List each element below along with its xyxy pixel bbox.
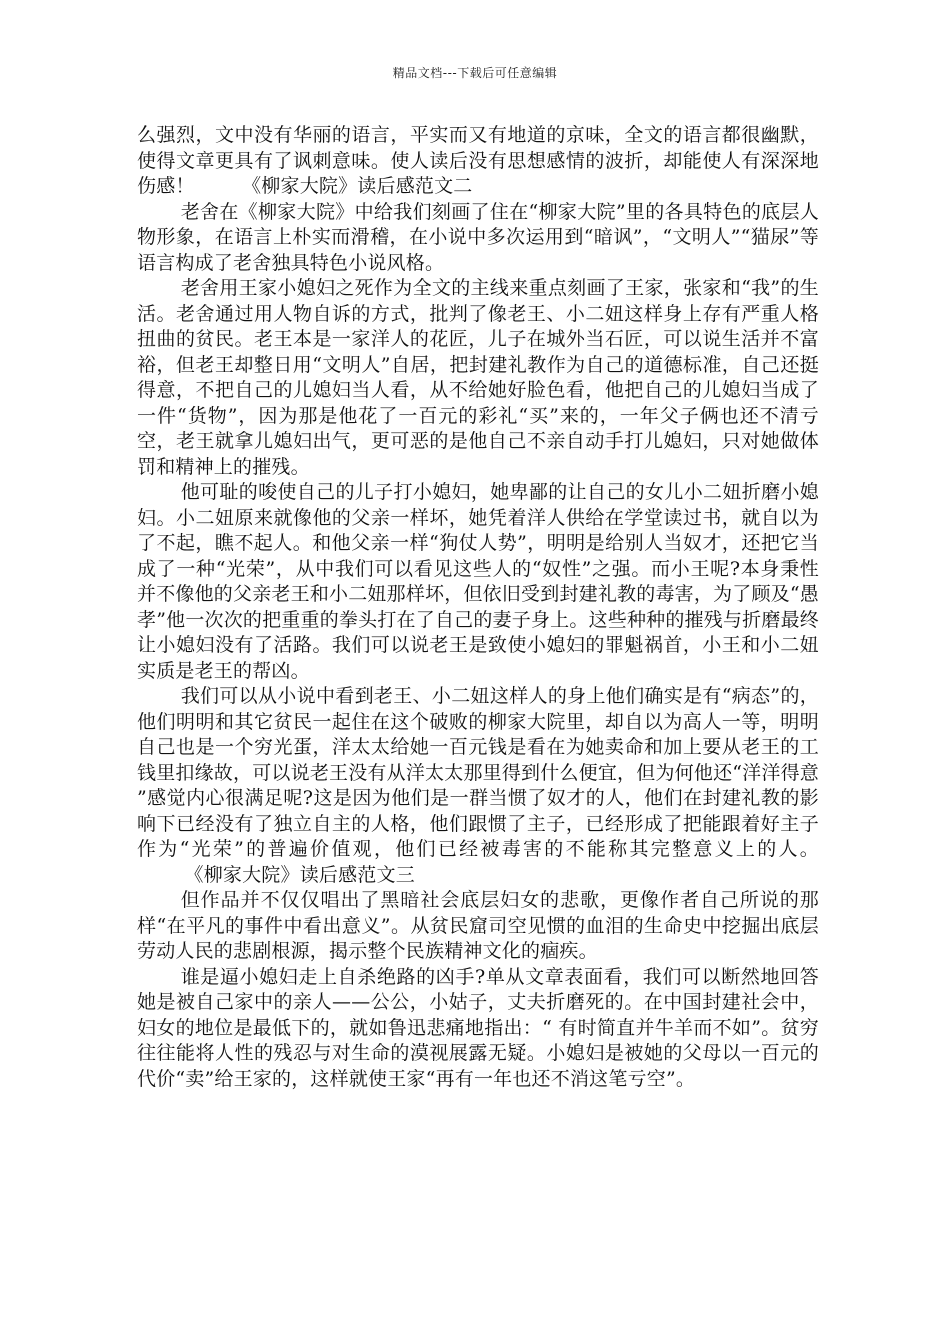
- paragraph-1-text: 么强烈，文中没有华丽的语言，平实而又有地道的京味，全文的语言都很幽默，使得文章更具有了讽刺意味。使人读后没有思想感情的波折，却能使人有深深地伤感！: [137, 124, 819, 197]
- document-body: [137, 123, 819, 1092]
- page-header: 精品文档---下载后可任意编辑: [392, 66, 558, 80]
- section-title-2: 《柳家大院》读后感范文二: [242, 175, 473, 197]
- paragraph-7: 谁是逼小媳妇走上自杀绝路的凶手?单从文章表面看，我们可以断然地回答她是被自己家中的亲人——公公，小姑子，丈夫折磨死的。在中国封建社会中， 妇女的地位是最低下的，就如鲁迅悲痛地指出：“ 有时简直并牛羊而不如”。贫穷往往能将人性的残忍与对生命的漠视展露无疑。小媳妇是被她的父母以一百元的代价“卖”给王家的，这样就使王家“再有一年也还不消这笔亏空”。: [137, 965, 819, 1090]
- paragraph-5: [137, 684, 819, 888]
- paragraph-3: 老舍用王家小媳妇之死作为全文的主线来重点刻画了王家，张家和“我”的生活。老舍通过用人物自诉的方式，批判了像老王、小二妞这样身上存有严重人格扭曲的贫民。老王本是一家洋人的花匠，儿子在城外当石匠，可以说生活并不富裕，但老王却整日用“文明人”自居，把封建礼教作为自己的道德标准，自己还挺得意，不把自己的儿媳妇当人看，从不给她好脸色看，他把自己的儿媳妇当成了一件“货物”，因为那是他花了一百元的彩礼“买”来的，一年父子俩也还不清亏空，老王就拿儿媳妇出气，更可恶的是他自己不亲自动手打儿媳妇，只对她做体罚和精神上的摧残。: [137, 277, 819, 478]
- section-title-3: 《柳家大院》读后感范文三: [184, 863, 415, 886]
- paragraph-1: [137, 123, 819, 200]
- paragraph-5-text: 我们可以从小说中看到老王、小二妞这样人的身上他们确实是有“病态”的，他们明明和其它贫民一起住在这个破败的柳家大院里，却自以为高人一等，明明自己也是一个穷光蛋，洋太太给她一百元钱是看在为她卖命和加上要从老王的工钱里扣缘故，可以说老王没有从洋太太那里得到什么便宜，但为何他还“洋洋得意 ”感觉内心很满足呢?这是因为他们是一群当惯了奴才的人，他们在封建礼教的影响下已经没有了独立自主的人格，他们跟惯了主子，已经形成了把能跟着好主子作为“光荣”的普遍价值观，他们已经被毒害的不能称其完整意义上的人。: [137, 685, 819, 860]
- paragraph-6: 但作品并不仅仅唱出了黑暗社会底层妇女的悲歌，更像作者自己所说的那样“在平凡的事件中看出意义”。从贫民窟司空见惯的血泪的生命史中挖掘出底层劳动人民的悲剧根源，揭示整个民族精神文化的痼疾。: [137, 889, 819, 962]
- paragraph-4: 他可耻的唆使自己的儿子打小媳妇，她卑鄙的让自己的女儿小二妞折磨小媳妇。小二妞原来就像他的父亲一样坏，她凭着洋人供给在学堂读过书，就自以为了不起，瞧不起人。和他父亲一样“狗仗人势”，明明是给别人当奴才，还把它当成了一种“光荣”，从中我们可以看见这些人的“奴性”之强。而小王呢?本身秉性并不像他的父亲老王和小二妞那样坏，但依旧受到封建礼教的毒害，为了顾及“愚孝”他一次次的把重重的拳头打在了自己的妻子身上。这些种种的摧残与折磨最终让小媳妇没有了活路。我们可以说老王是致使小媳妇的罪魁祸首，小王和小二妞实质是老王的帮凶。: [137, 481, 819, 682]
- paragraph-2: 老舍在《柳家大院》中给我们刻画了住在“柳家大院”里的各具特色的底层人物形象，在语言上朴实而滑稽，在小说中多次运用到“暗讽”，“文明人”“猫尿”等语言构成了老舍独具特色小说风格。: [137, 200, 819, 274]
